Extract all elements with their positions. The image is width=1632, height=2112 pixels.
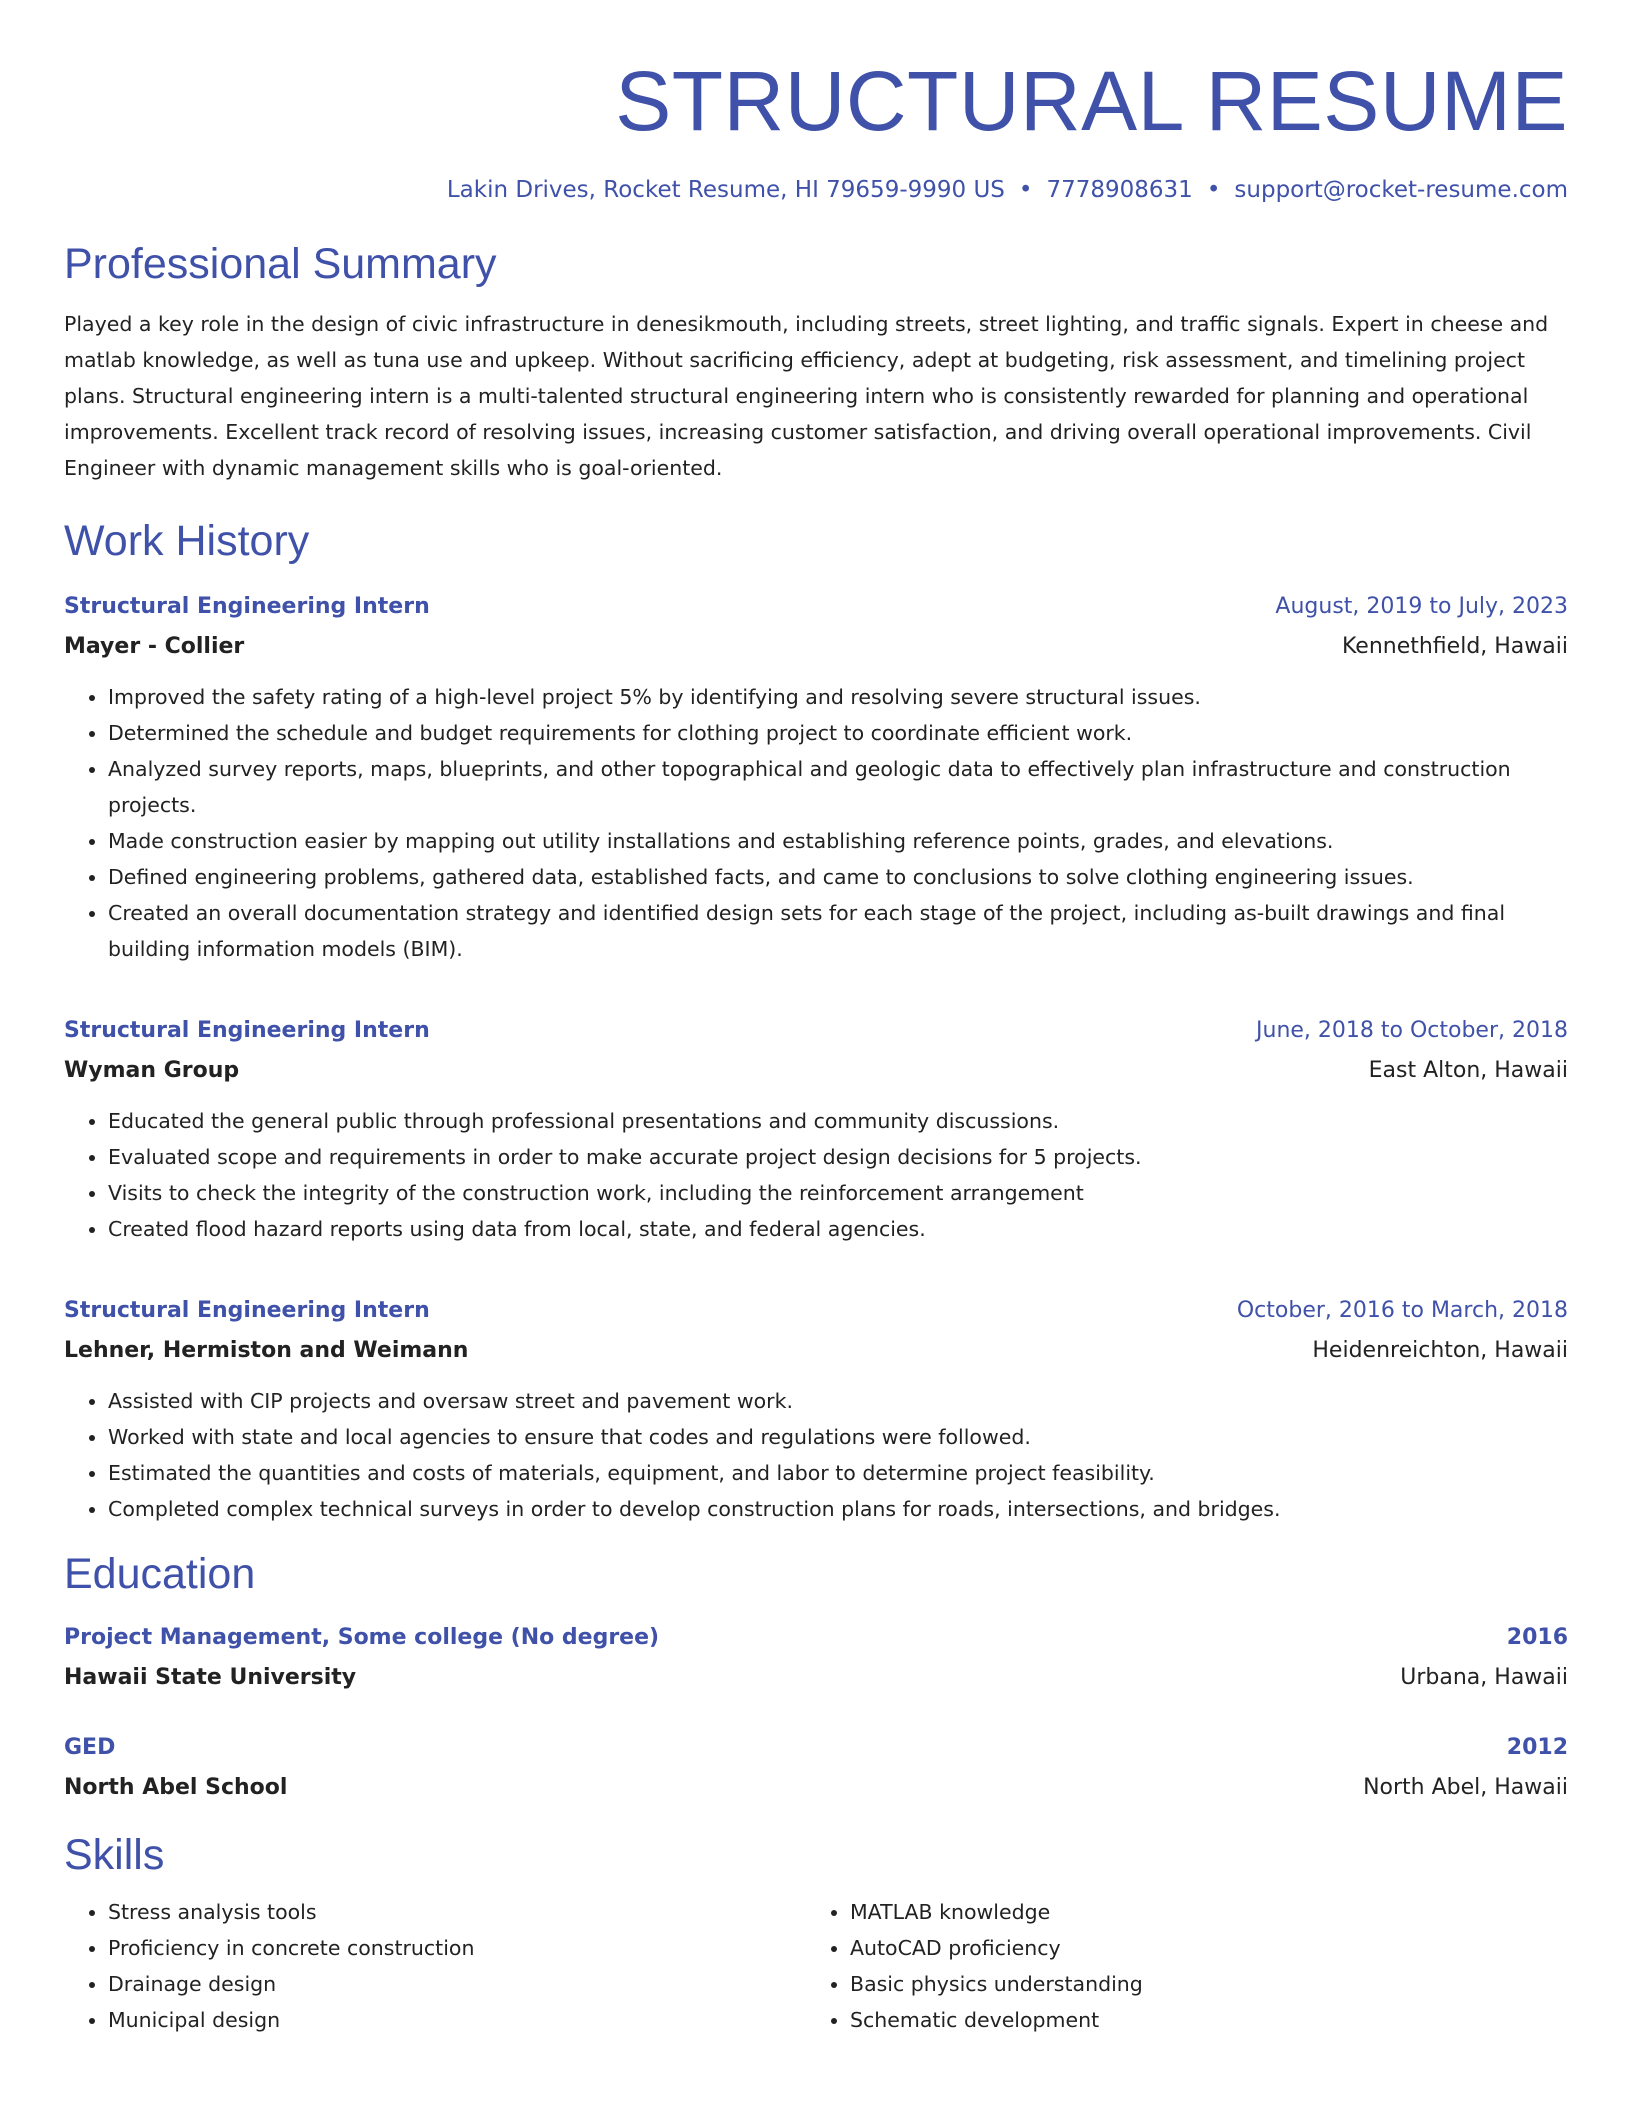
job-bullets: [64, 1103, 1568, 1247]
education-year: 2012: [1506, 1735, 1568, 1761]
skill-item: • Municipal design: [108, 2002, 806, 2038]
education-degree: GED: [64, 1735, 116, 1761]
job-bullet: • Estimated the quantities and costs of materials, equipment, and labor to determine project feasibility.: [108, 1455, 1568, 1491]
skills-column-left: [64, 1894, 806, 2038]
resume-name: STRUCTURAL RESUME: [615, 54, 1568, 148]
contact-line: [64, 177, 1568, 205]
education-entry: [64, 1618, 1568, 1698]
work-history-heading: Work History: [64, 516, 310, 565]
job-dates: August, 2019 to July, 2023: [1275, 594, 1568, 620]
job-bullet: • Educated the general public through professional presentations and community discussions.: [108, 1103, 1568, 1139]
job-bullet: • Completed complex technical surveys in order to develop construction plans for roads, intersections, and bridges.: [108, 1491, 1568, 1527]
job-bullet: • Defined engineering problems, gathered data, established facts, and came to conclusions to solve clothing engineering issues.: [108, 859, 1568, 895]
job-role: Structural Engineering Intern: [64, 594, 430, 620]
job-bullet: • Assisted with CIP projects and oversaw street and pavement work.: [108, 1383, 1568, 1419]
job-bullet: • Worked with state and local agencies to ensure that codes and regulations were followed.: [108, 1419, 1568, 1455]
education-location: Urbana, Hawaii: [1400, 1665, 1568, 1691]
skill-item: • AutoCAD proficiency: [850, 1930, 1548, 1966]
job-bullet: • Made construction easier by mapping out utility installations and establishing reference points, grades, and elevations.: [108, 823, 1568, 859]
education-location: North Abel, Hawaii: [1363, 1775, 1568, 1801]
skill-item: • Proficiency in concrete construction: [108, 1930, 806, 1966]
education-year: 2016: [1506, 1625, 1568, 1651]
job-dates: October, 2016 to March, 2018: [1236, 1298, 1568, 1324]
contact-separator: •: [1018, 177, 1033, 203]
summary-heading: Professional Summary: [64, 239, 497, 288]
job-entry: [64, 1291, 1568, 1527]
education-entry: [64, 1728, 1568, 1808]
job-location: East Alton, Hawaii: [1368, 1058, 1568, 1084]
job-bullet: • Evaluated scope and requirements in order to make accurate project design decisions for 5 projects.: [108, 1139, 1568, 1175]
job-entry: [64, 1011, 1568, 1247]
skill-item: • Basic physics understanding: [850, 1966, 1548, 2002]
job-role: Structural Engineering Intern: [64, 1018, 430, 1044]
job-bullet: • Created flood hazard reports using data from local, state, and federal agencies.: [108, 1211, 1568, 1247]
skill-item: • Stress analysis tools: [108, 1894, 806, 1930]
job-location: Kennethfield, Hawaii: [1341, 634, 1568, 660]
job-bullets: [64, 679, 1568, 967]
education-heading: Education: [64, 1550, 256, 1599]
job-bullet: • Improved the safety rating of a high-level project 5% by identifying and resolving severe structural issues.: [108, 679, 1568, 715]
contact-address: Lakin Drives, Rocket Resume, HI 79659-9990 US: [446, 177, 1005, 203]
job-employer: Wyman Group: [64, 1058, 240, 1084]
contact-email: support@rocket-resume.com: [1234, 177, 1568, 203]
job-bullet: • Visits to check the integrity of the construction work, including the reinforcement arrangement: [108, 1175, 1568, 1211]
skill-item: • Schematic development: [850, 2002, 1548, 2038]
education-degree: Project Management, Some college (No degree): [64, 1625, 660, 1651]
job-bullets: [64, 1383, 1568, 1527]
skill-item: • Drainage design: [108, 1966, 806, 2002]
job-role: Structural Engineering Intern: [64, 1298, 430, 1324]
contact-separator: •: [1206, 177, 1221, 203]
education-school: North Abel School: [64, 1775, 288, 1801]
job-bullet: • Analyzed survey reports, maps, blueprints, and other topographical and geologic data to effectively plan infrastructure and construction projects.: [108, 751, 1568, 823]
skills-heading: Skills: [64, 1831, 165, 1880]
job-employer: Lehner, Hermiston and Weimann: [64, 1338, 469, 1364]
education-school: Hawaii State University: [64, 1665, 357, 1691]
contact-phone: 7778908631: [1046, 177, 1193, 203]
skills-column-right: [806, 1894, 1548, 2038]
job-dates: June, 2018 to October, 2018: [1256, 1018, 1568, 1044]
job-entry: [64, 587, 1568, 967]
summary-text: Played a key role in the design of civic infrastructure in denesikmouth, including streets, street lighting, and traffic signals. Expert in cheese and matlab knowledge, as well as tuna use and upkeep. Without sacrificing efficiency, adept at budgeting, risk assessment, and timelining project plans. Structural engineering intern is a multi-talented structural engineering intern who is consistently rewarded for planning and operational improvements. Excellent track record of resolving issues, increasing customer satisfaction, and driving overall operational improvements. Civil Engineer with dynamic management skills who is goal-oriented.: [64, 311, 1549, 480]
job-employer: Mayer - Collier: [64, 634, 245, 660]
skills-list: [64, 1894, 1568, 2038]
job-bullet: • Created an overall documentation strategy and identified design sets for each stage of the project, including as-built drawings and final building information models (BIM).: [108, 895, 1568, 967]
skill-item: • MATLAB knowledge: [850, 1894, 1548, 1930]
job-location: Heidenreichton, Hawaii: [1312, 1338, 1568, 1364]
job-bullet: • Determined the schedule and budget requirements for clothing project to coordinate efficient work.: [108, 715, 1568, 751]
